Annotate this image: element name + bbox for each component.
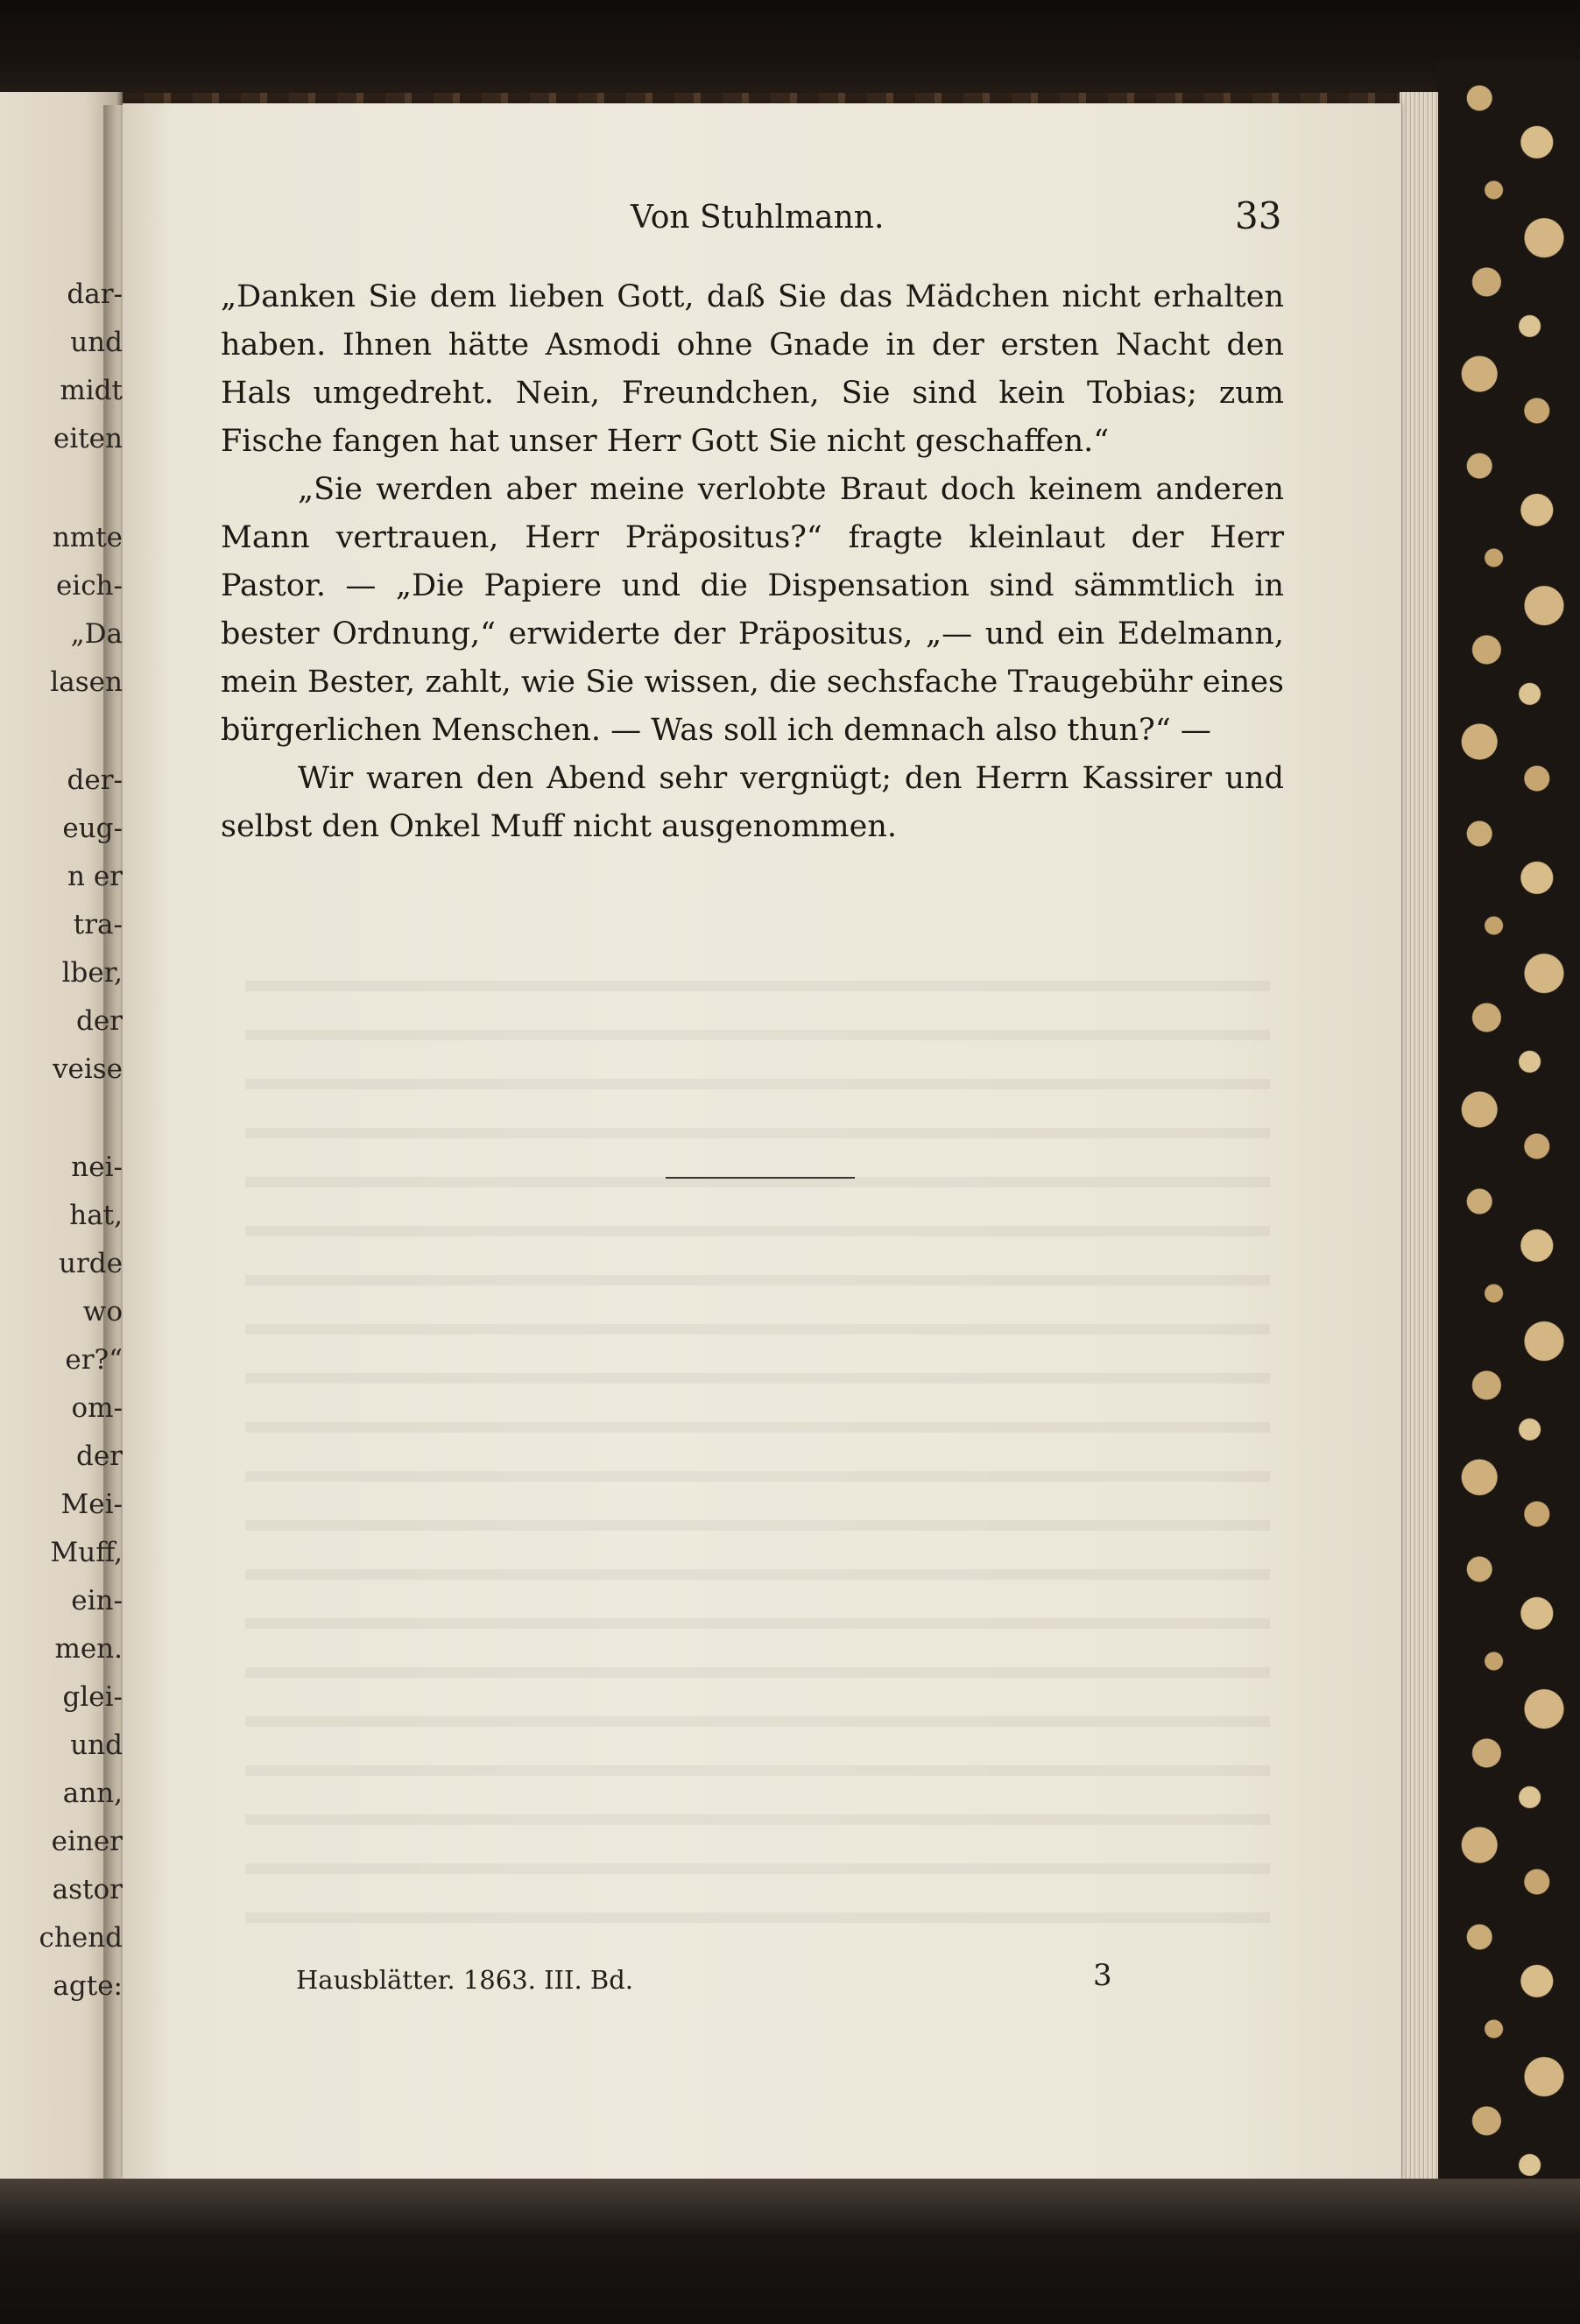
left-page-fragment: der-: [67, 764, 123, 796]
book-cover-top-edge: [0, 0, 1580, 114]
left-page-fragment: einer: [51, 1826, 123, 1857]
left-page-fragment: hat,: [69, 1200, 123, 1231]
left-page-fragment: der: [75, 1005, 123, 1037]
left-page-fragment: er?“: [65, 1344, 123, 1376]
left-page-fragment: der: [75, 1440, 123, 1472]
left-page-fragment: eug-: [62, 813, 123, 844]
left-page-fragment: eiten: [53, 423, 123, 454]
page-edges: [1400, 92, 1438, 2211]
printer-signature: Hausblätter. 1863. III. Bd.: [296, 1965, 633, 1995]
signature-number: 3: [1093, 1958, 1112, 1993]
page-number: 33: [1235, 194, 1282, 237]
left-page-fragment: glei-: [62, 1681, 123, 1713]
left-page-fragment: chend: [39, 1922, 123, 1954]
bottom-shadow: [0, 2179, 1580, 2324]
left-page-fragment: nei-: [71, 1151, 123, 1183]
left-page-fragment: n er: [67, 861, 123, 892]
left-page-fragment: astor: [52, 1874, 123, 1905]
running-title: Von Stuhlmann.: [631, 200, 885, 236]
marbled-board: [1436, 61, 1580, 2324]
left-page-fragment: ann,: [62, 1778, 123, 1809]
left-page-fragment: nmte: [52, 522, 123, 553]
left-page-fragment: lasen: [50, 666, 123, 698]
left-page-fragment: Muff,: [50, 1537, 123, 1568]
left-page-fragment: „Da: [70, 618, 123, 650]
left-page-fragment: ein-: [71, 1585, 123, 1616]
body-text: [221, 273, 1284, 851]
left-page-fragment: agte:: [53, 1970, 123, 2002]
left-page-fragment: Mei-: [60, 1489, 123, 1520]
left-page-fragment: urde: [59, 1248, 123, 1279]
paragraph: Wir waren den Abend sehr vergnügt; den Herrn Kassirer und selbst den Onkel Muff nicht ausgenommen.: [221, 761, 1284, 844]
left-page-fragment: eich-: [55, 570, 123, 602]
left-page-fragment: lber,: [61, 957, 123, 989]
paragraph: „Danken Sie dem lieben Gott, daß Sie das Mädchen nicht erhalten haben. Ihnen hätte Asmodi ohne Gnade in der ersten Nacht den Hals umgedreht. Nein, Freundchen, Sie sind kein Tobias; zum Fische fangen hat unser Herr Gott Sie nicht geschaffen.“: [221, 279, 1284, 459]
left-page-fragment: men.: [54, 1633, 123, 1665]
left-page-fragment: veise: [52, 1053, 123, 1085]
left-page-fragment: wo: [82, 1296, 123, 1327]
left-page-fragment: om-: [71, 1392, 123, 1424]
paragraph: „Sie werden aber meine verlobte Braut doch keinem anderen Mann vertrauen, Herr Präpositus?“ fragte kleinlaut der Herr Pastor. — „Die Papiere und die Dispensation sind sämmtlich in bester Ordnung,“ erwiderte der Präpositus, „— und ein Edelmann, mein Bester, zahlt, wie Sie wissen, die sechsfache Traugebühr eines bürgerlichen Menschen. — Was soll ich demnach also thun?“ —: [221, 472, 1284, 748]
left-page-fragment: midt: [60, 375, 123, 406]
left-page-fragment: tra-: [73, 909, 123, 940]
bleed-through: [245, 946, 1270, 1944]
left-page-fragment: und: [70, 1729, 123, 1761]
left-page-fragment: und: [70, 327, 123, 358]
left-page-fragment: dar-: [67, 278, 123, 310]
section-divider: [666, 1177, 855, 1179]
